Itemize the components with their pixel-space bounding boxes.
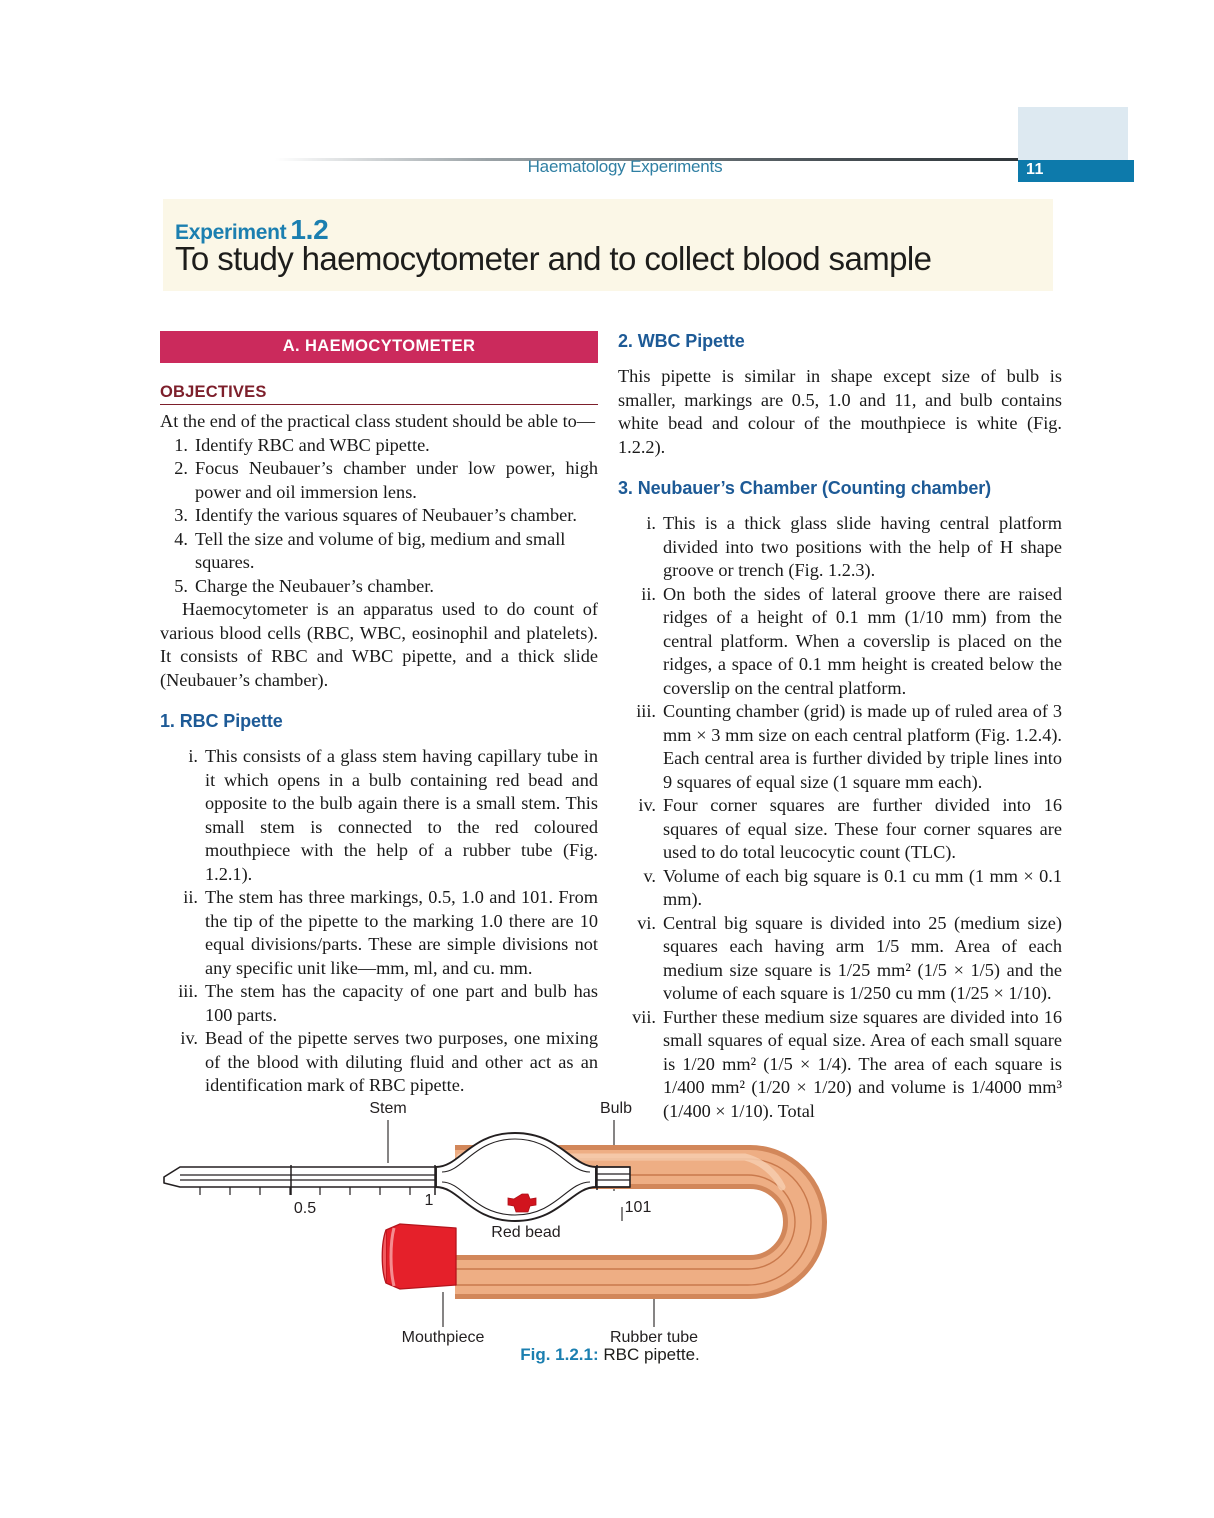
list-marker: iv. — [180, 1028, 198, 1048]
list-text: Volume of each big square is 0.1 cu mm (1 mm × 0.1 mm). — [663, 865, 1062, 909]
label-mouthpiece: Mouthpiece — [401, 1329, 485, 1346]
list-marker: 4. — [174, 528, 188, 549]
label-red-bead: Red bead — [491, 1224, 561, 1241]
list-item — [160, 980, 598, 1027]
list-text: Identify the various squares of Neubauer’s chamber. — [195, 505, 577, 525]
list-item — [160, 745, 598, 886]
spacer — [160, 692, 598, 711]
section-banner-haemocytometer: A. HAEMOCYTOMETER — [160, 331, 598, 363]
list-text: Counting chamber (grid) is made up of ruled area of 3 mm × 3 mm size on each central platform (Fig. 1.2.4). Each central area is further divided by triple lines into 9 squares of equal size (1 square mm each). — [663, 701, 1062, 792]
figure-caption-label: Fig. 1.2.1: — [520, 1345, 599, 1364]
experiment-label: Experiment — [175, 221, 287, 244]
label-stem: Stem — [369, 1100, 407, 1117]
rbc-pipette-list — [160, 745, 598, 1098]
list-marker: 5. — [174, 575, 188, 596]
list-text: On both the sides of lateral groove there are raised ridges of a height of 0.1 mm (1/10 mm) from the central platform. When a coverslip is placed on the ridges, a space of 0.1 mm height is created below the coverslip on the central platform. — [663, 583, 1062, 698]
objectives-list — [160, 434, 598, 599]
list-text: Central big square is divided into 25 (medium size) squares each having arm 1/5 mm. Area of each medium size square is 1/25 mm² (1/5 × 1/5) and the volume of each square is 1/250 cu mm (1/25 × 1/10). — [663, 912, 1062, 1003]
experiment-number: 1.2 — [290, 214, 329, 245]
list-marker: vi. — [637, 912, 656, 933]
spacer — [618, 499, 1062, 512]
list-marker: ii. — [183, 887, 198, 907]
list-item — [618, 912, 1062, 1006]
list-item — [160, 434, 598, 458]
objectives-heading: OBJECTIVES — [160, 383, 598, 405]
subheading-rbc-pipette: 1. RBC Pipette — [160, 711, 283, 731]
list-text: This is a thick glass slide having central platform divided into two positions with the help of H shape groove or trench (Fig. 1.2.3). — [663, 513, 1062, 580]
haemocytometer-intro-paragraph: Haemocytometer is an apparatus used to do count of various blood cells (RBC, WBC, eosinophil and platelets). It consists of RBC and WBC pipette, and a thick slide (Neubauer’s chamber). — [160, 599, 598, 690]
label-bulb: Bulb — [599, 1100, 633, 1117]
list-text: Tell the size and volume of big, medium and small squares. — [195, 528, 566, 572]
left-column — [160, 331, 598, 1098]
list-marker: vii. — [632, 1006, 656, 1027]
list-item — [160, 886, 598, 980]
list-marker: i. — [188, 746, 198, 766]
list-item — [618, 583, 1062, 701]
figure-caption — [160, 1345, 1060, 1365]
spacer — [160, 732, 598, 745]
list-marker: iii. — [636, 701, 656, 721]
page-title: To study haemocytometer and to collect blood sample — [175, 240, 932, 277]
list-text: Four corner squares are further divided into 16 squares of equal size. These four corner squares are used to do total leucocytic count (TLC). — [663, 795, 1062, 862]
list-text: The stem has three markings, 0.5, 1.0 and 101. From the tip of the pipette to the marking 1.0 there are 10 equal divisions/parts. These are simple divisions not any specific unit like—mm, ml, and cu. mm. — [205, 887, 598, 978]
list-marker: v. — [643, 865, 656, 886]
running-head — [0, 0, 1214, 200]
list-text: Identify RBC and WBC pipette. — [195, 434, 430, 455]
list-item — [618, 794, 1062, 865]
list-item — [160, 575, 598, 599]
page-tab-light — [1018, 107, 1128, 160]
spacer — [618, 459, 1062, 478]
mouthpiece-shape — [382, 1224, 456, 1289]
list-marker: 2. — [174, 458, 188, 478]
list-marker: iii. — [178, 981, 198, 1001]
list-marker: 3. — [174, 505, 188, 525]
list-marker: i. — [646, 513, 656, 533]
list-text: Charge the Neubauer’s chamber. — [195, 575, 434, 596]
list-item — [618, 700, 1062, 794]
label-mark-1: 1 — [424, 1192, 434, 1209]
list-item — [160, 457, 598, 504]
right-column — [618, 331, 1062, 1123]
page-number: 11 — [1026, 161, 1044, 178]
wbc-pipette-paragraph: This pipette is similar in shape except size of bulb is smaller, markings are 0.5, 1.0 and 11, and bulb contains white bead and colour of the mouthpiece is white (Fig. 1.2.2). — [618, 366, 1062, 457]
list-marker: 1. — [174, 434, 188, 455]
label-mark-101: 101 — [624, 1199, 652, 1216]
list-item — [160, 528, 598, 575]
subheading-neubauer-chamber: 3. Neubauer’s Chamber (Counting chamber) — [618, 478, 992, 498]
neubauer-chamber-list — [618, 512, 1062, 1123]
list-text: The stem has the capacity of one part and bulb has 100 parts. — [205, 981, 598, 1025]
objectives-intro: At the end of the practical class student should be able to— — [160, 411, 596, 431]
figure-caption-text: RBC pipette. — [603, 1345, 700, 1364]
graduation-ticks — [200, 1187, 410, 1195]
list-item — [160, 1027, 598, 1098]
subheading-wbc-pipette: 2. WBC Pipette — [618, 331, 745, 351]
running-head-title: Haematology Experiments — [527, 157, 723, 176]
list-item — [160, 504, 598, 528]
list-text: Further these medium size squares are divided into 16 small squares of equal size. Area of each small square is 1/20 mm² (1/5 × 1/4). The area of each square is 1/400 mm² (1/20 × 1/20) and volume is 1/4000 mm³ (1/400 × 1/10). Total — [663, 1006, 1062, 1121]
label-mark-0-5: 0.5 — [293, 1200, 317, 1217]
label-rubber-tube: Rubber tube — [609, 1329, 699, 1346]
list-item — [618, 512, 1062, 583]
list-text: Focus Neubauer’s chamber under low power, high power and oil immersion lens. — [195, 458, 598, 502]
spacer — [618, 352, 1062, 365]
list-text: This consists of a glass stem having capillary tube in it which opens in a bulb containing red bead and opposite to the bulb again there is a small stem. This small stem is connected to the red coloured mouthpiece with the help of a rubber tube (Fig. 1.2.1). — [205, 746, 598, 884]
list-text: Bead of the pipette serves two purposes, one mixing of the blood with diluting fluid and other act as an identification mark of RBC pipette. — [205, 1028, 598, 1095]
list-item — [618, 865, 1062, 912]
list-marker: iv. — [638, 795, 656, 815]
list-marker: ii. — [641, 583, 656, 604]
